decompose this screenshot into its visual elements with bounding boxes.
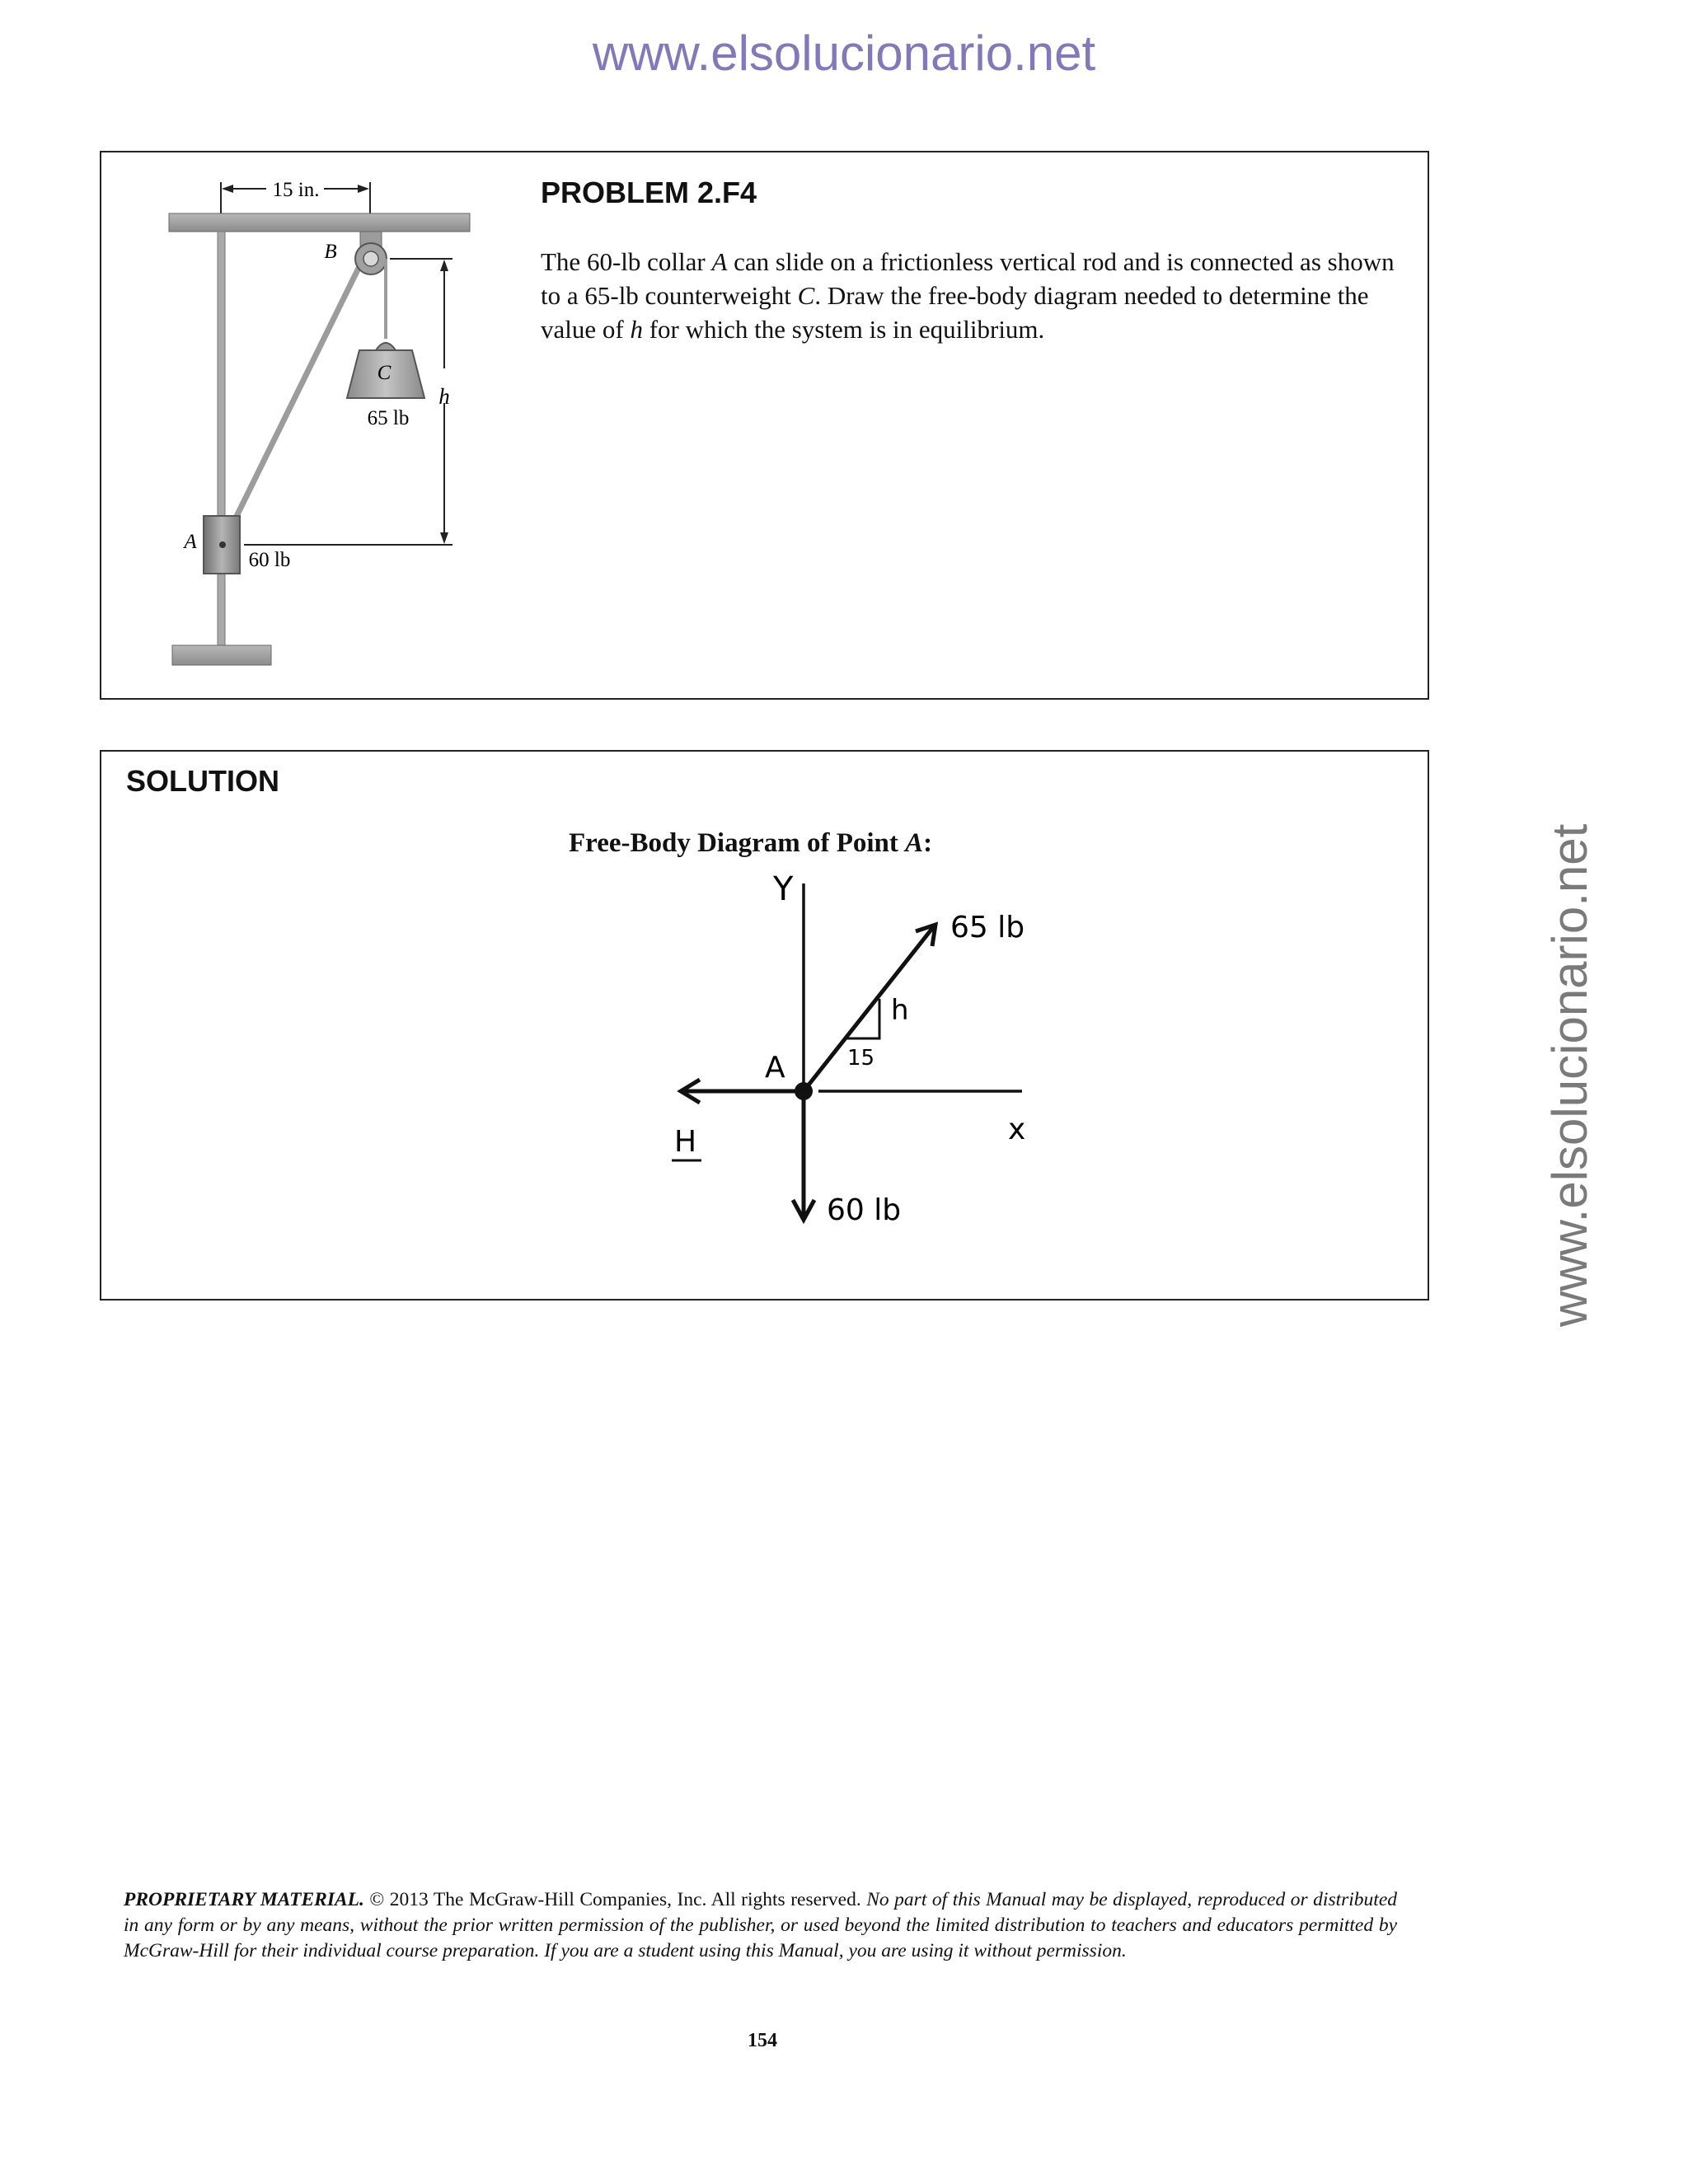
fbd-title: Free-Body Diagram of Point A: [569, 828, 933, 858]
weight-a-label: 60 lb [248, 549, 291, 571]
problem-statement: The 60-lb collar A can slide on a frictionless vertical rod and is connected as shown to a 65-lb counterweight C. Draw the free-body diagram needed to determine the value of h for which the system is in equilibrium. [541, 247, 1395, 344]
solution-title: SOLUTION [126, 764, 279, 798]
x-axis-label: x [1008, 1113, 1026, 1146]
triangle-15-label: 15 [847, 1046, 875, 1071]
free-body-diagram [563, 867, 1057, 1296]
floor-base [172, 645, 271, 665]
label-h: h [438, 384, 450, 409]
problem-box [100, 151, 1429, 700]
h-force-label: H [674, 1125, 697, 1159]
vertical-rod [218, 232, 225, 645]
triangle-h-label: h [891, 994, 909, 1027]
point-a-label: A [765, 1051, 785, 1085]
weight-c-label: 65 lb [367, 407, 410, 429]
ceiling [169, 213, 470, 232]
solution-box [100, 750, 1429, 1301]
watermark-side: www.elsolucionario.net [1542, 823, 1597, 1327]
watermark-top: www.elsolucionario.net [592, 26, 1096, 81]
problem-figure [101, 152, 530, 696]
weight-force-label: 60 lb [827, 1193, 902, 1227]
y-axis-label: Y [773, 870, 794, 908]
cable-ab [223, 255, 365, 545]
point-a-dot [795, 1082, 813, 1100]
dimension-label: 15 in. [272, 179, 320, 201]
problem-title: PROBLEM 2.F4 [541, 176, 757, 209]
page-number: 154 [748, 2030, 777, 2051]
label-c: C [377, 362, 392, 384]
tension-force-label: 65 lb [950, 911, 1025, 944]
label-b: B [324, 241, 337, 263]
copyright-notice: PROPRIETARY MATERIAL. © 2013 The McGraw-Hill Companies, Inc. All rights reserved. No part of this Manual may be displayed, reproduced or distributed in any form or by any means, without the prior written permission of the publisher, or used beyond the limited distribution to teachers and educators permitted by McGraw-Hill for their individual course preparation. If you are a student using this Manual, you are using it without permission. [124, 1889, 1398, 1961]
label-a: A [184, 531, 197, 553]
